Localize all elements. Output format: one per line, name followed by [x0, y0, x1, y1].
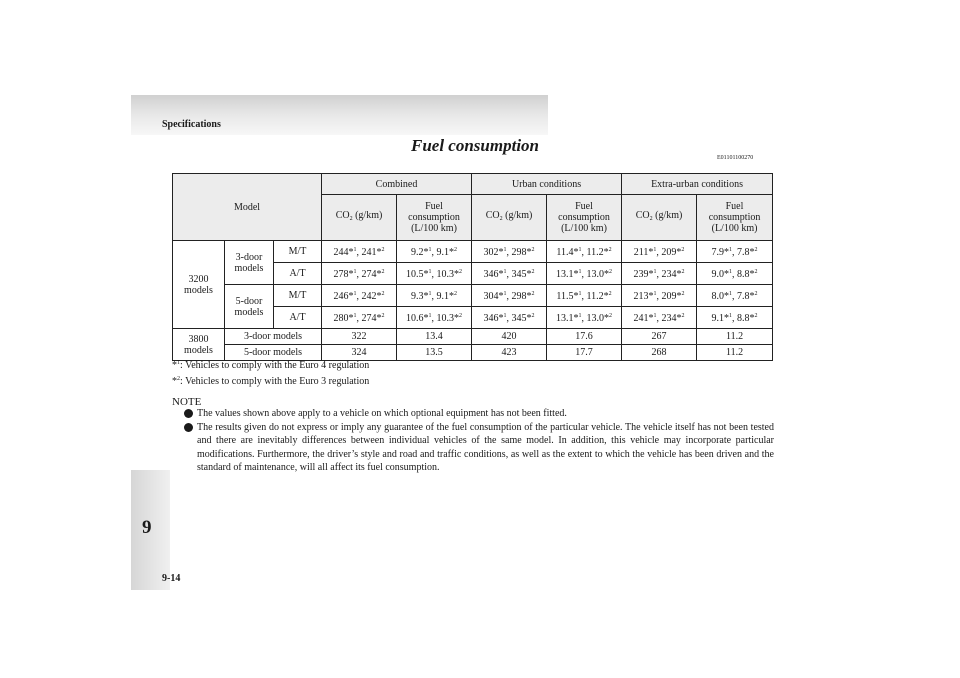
value-text: 9.2* [411, 247, 429, 258]
footnote-mark: 2 [531, 269, 535, 275]
footnote-mark: 2 [381, 247, 385, 253]
door-label-line: models [234, 262, 264, 274]
model-label-line: 3800 [188, 333, 209, 345]
value-cell [397, 241, 472, 263]
footnote-mark: 2 [459, 313, 462, 319]
value-text: , 345* [506, 313, 532, 324]
page-title: Fuel consumption [411, 136, 540, 155]
value-text: 10.5* [406, 269, 429, 280]
value-text: , 234* [656, 269, 682, 280]
value-text: 9.1* [711, 313, 730, 324]
fuel-header-line: (L/100 km) [711, 223, 758, 234]
co2-header-base: CO [485, 210, 500, 221]
co2-header-unit: (g/km) [352, 210, 383, 221]
value-cell [547, 241, 622, 263]
footnote-mark: 2 [381, 313, 385, 319]
value-text: , 11.2* [581, 247, 609, 258]
fuel-consumption-table [172, 173, 773, 361]
footnote-mark: 2 [177, 376, 180, 382]
footnote-mark: 1 [653, 247, 657, 253]
value-cell: 324 [322, 345, 397, 361]
footnote-mark: 1 [729, 291, 733, 297]
value-text: , 242* [356, 291, 382, 302]
value-cell: 17.6 [547, 329, 622, 345]
value-cell [472, 241, 547, 263]
footnote-mark: 1 [578, 313, 582, 319]
co2-header-unit: (g/km) [502, 210, 533, 221]
transmission-cell: A/T [274, 307, 322, 329]
value-text: 304* [483, 291, 504, 302]
table-row [173, 285, 773, 307]
value-text: 9.3* [411, 291, 429, 302]
value-text: , 274* [356, 313, 382, 324]
footnote-mark: 1 [503, 291, 507, 297]
fuel-header [697, 195, 773, 241]
co2-header-subscript: 2 [499, 216, 503, 222]
footnote-mark: 1 [578, 291, 582, 297]
footnote-mark: 2 [681, 291, 685, 297]
value-text: , 7.8* [732, 291, 755, 302]
fuel-header-line: Fuel [725, 201, 744, 212]
fuel-header-line: (L/100 km) [411, 223, 457, 234]
model-label-line: models [184, 284, 213, 296]
footnote-mark: 2 [609, 313, 613, 319]
value-cell [697, 285, 773, 307]
note-label: NOTE [172, 396, 202, 408]
value-text: 11.5* [556, 291, 579, 302]
footnote-euro3: *$^2$: Vehicles to comply with the Euro 3 regulation [172, 376, 370, 387]
door-label-line: 3-door [235, 251, 263, 263]
footnote-mark: 1 [729, 269, 733, 275]
co2-header-subscript: 2 [349, 216, 353, 222]
value-text: 246* [333, 291, 354, 302]
value-cell [697, 241, 773, 263]
value-text: , 9.1* [431, 291, 454, 302]
footnote-mark: 2 [381, 269, 385, 275]
door-label-line: 5-door [235, 295, 263, 307]
transmission-cell: A/T [274, 263, 322, 285]
value-cell: 13.4 [397, 329, 472, 345]
value-cell [322, 307, 397, 329]
note-list [184, 407, 774, 475]
value-text: , 11.2* [581, 291, 609, 302]
co2-header-base: CO [335, 210, 350, 221]
footnote-mark: 1 [428, 313, 432, 319]
value-text: , 13.0* [581, 269, 610, 280]
fuel-header [397, 195, 472, 241]
footnote-mark: 1 [353, 269, 357, 275]
value-cell: 11.2 [697, 345, 773, 361]
footnote-mark: 2 [531, 247, 535, 253]
value-text: , 8.8* [732, 269, 755, 280]
transmission-cell: M/T [274, 241, 322, 263]
value-cell [622, 241, 697, 263]
door3-label [225, 241, 274, 285]
co2-header-unit: (g/km) [652, 210, 683, 221]
fuel-header-line: Fuel [425, 201, 443, 212]
fuel-header-line: consumption [408, 212, 460, 223]
model-header: Model [173, 174, 322, 241]
note-item [184, 421, 774, 475]
value-text: , 298* [506, 291, 532, 302]
value-cell [322, 285, 397, 307]
footnote-mark: 2 [531, 313, 535, 319]
value-cell [547, 307, 622, 329]
footnote-mark: 2 [608, 291, 612, 297]
footnote-mark: 1 [578, 269, 582, 275]
footnote-mark: 2 [681, 313, 685, 319]
value-text: , 298* [506, 247, 532, 258]
co2-header [472, 195, 547, 241]
value-text: 244* [333, 247, 354, 258]
value-text: , 209* [656, 247, 682, 258]
table-row [173, 329, 773, 345]
note-text: The results given do not express or imply any guarantee of the fuel consumption of the particular vehicle. The vehicle itself has not been tested and there are inevitably differences between individual vehicles of the same model. In addition, this vehicle may incorporate particular modifications. Furthermore, the driver’s style and road and traffic conditions, as well as the extent to which the vehicle has been driven and the standard of maintenance, will all affect its fuel consumption. [197, 421, 774, 473]
chapter-number: 9 [142, 517, 152, 538]
value-text: 280* [333, 313, 354, 324]
combined-header: Combined [322, 174, 472, 195]
footnote-mark: 2 [608, 247, 612, 253]
value-cell [697, 307, 773, 329]
table-row [173, 241, 773, 263]
footnote-mark: 2 [681, 269, 685, 275]
page-number: 9-14 [162, 573, 181, 584]
footnote-mark: 1 [653, 291, 657, 297]
extra-urban-header: Extra-urban conditions [622, 174, 773, 195]
value-text: , 209* [656, 291, 682, 302]
value-cell: 423 [472, 345, 547, 361]
footnote-mark: 2 [454, 247, 457, 253]
value-cell: 13.5 [397, 345, 472, 361]
value-text: 278* [333, 269, 354, 280]
value-cell: 11.2 [697, 329, 773, 345]
footnote-mark: 1 [428, 291, 432, 297]
value-text: 346* [483, 269, 504, 280]
value-text: 7.9* [711, 247, 730, 258]
fuel-header-line: Fuel [575, 201, 593, 212]
value-text: 13.1* [556, 269, 579, 280]
door-label-line: models [234, 306, 264, 318]
value-text: 302* [483, 247, 504, 258]
note-item [184, 407, 774, 421]
model-label-line: 3200 [188, 273, 209, 285]
value-cell [547, 263, 622, 285]
co2-header-base: CO [635, 210, 650, 221]
value-cell [397, 285, 472, 307]
value-text: , 10.3* [431, 313, 459, 324]
value-text: 241* [633, 313, 654, 324]
value-text: 239* [633, 269, 654, 280]
value-cell [622, 307, 697, 329]
footnote-mark: 1 [177, 360, 180, 366]
value-cell: 17.7 [547, 345, 622, 361]
transmission-cell: M/T [274, 285, 322, 307]
value-cell [322, 241, 397, 263]
variant-name-cell: 3-door models [225, 329, 322, 345]
footnote-mark: 2 [531, 291, 535, 297]
value-text: 346* [483, 313, 504, 324]
footnote-mark: 1 [653, 313, 657, 319]
footnote-mark: 1 [428, 269, 432, 275]
value-cell [472, 307, 547, 329]
model-label-line: models [184, 344, 213, 356]
co2-header [322, 195, 397, 241]
urban-header: Urban conditions [472, 174, 622, 195]
footnote-mark: 2 [681, 247, 685, 253]
value-text: , 234* [656, 313, 682, 324]
value-cell: 268 [622, 345, 697, 361]
value-text: 9.0* [711, 269, 730, 280]
footnote-mark: 2 [609, 269, 613, 275]
footnote-mark: 1 [503, 313, 507, 319]
value-text: , 13.0* [581, 313, 610, 324]
value-text: 11.4* [556, 247, 579, 258]
footnote-euro4: *$^1$: Vehicles to comply with the Euro 4 regulation [172, 360, 370, 371]
value-cell [322, 263, 397, 285]
value-text: 213* [633, 291, 654, 302]
footnote-mark: 1 [353, 247, 357, 253]
value-text: , 7.8* [732, 247, 755, 258]
value-cell [697, 263, 773, 285]
footnote-mark: 1 [729, 313, 733, 319]
footnote-mark: 1 [653, 269, 657, 275]
value-text: 10.6* [406, 313, 429, 324]
footnote-mark: 2 [754, 269, 758, 275]
footnote-mark: 1 [578, 247, 582, 253]
footnote-mark: 2 [754, 247, 758, 253]
footnote-mark: 1 [729, 247, 733, 253]
fuel-header-line: (L/100 km) [561, 223, 607, 234]
fuel-header-line: consumption [708, 212, 761, 223]
footnote-mark: 2 [754, 291, 758, 297]
note-text: The values shown above apply to a vehicle on which optional equipment has not been fitted. [197, 408, 567, 419]
value-cell [397, 263, 472, 285]
footnote-text: : Vehicles to comply with the Euro 3 regulation [180, 376, 370, 387]
value-cell [472, 263, 547, 285]
value-cell: 322 [322, 329, 397, 345]
footnote-mark: 1 [428, 247, 432, 253]
model-3200-label [173, 241, 225, 329]
value-text: , 10.3* [431, 269, 459, 280]
bullet-icon [184, 409, 193, 418]
door5-label [225, 285, 274, 329]
value-cell [397, 307, 472, 329]
value-text: , 345* [506, 269, 532, 280]
footnote-mark: 1 [353, 313, 357, 319]
value-text: 8.0* [711, 291, 730, 302]
variant-name-cell: 5-door models [225, 345, 322, 361]
fuel-header-line: consumption [558, 212, 610, 223]
value-text: 13.1* [556, 313, 579, 324]
footnote-mark: 2 [754, 313, 758, 319]
footnote-mark: 2 [381, 291, 385, 297]
model-3800-label [173, 329, 225, 361]
fuel-header [547, 195, 622, 241]
table-row [173, 345, 773, 361]
footnote-mark: 2 [459, 269, 462, 275]
value-cell: 267 [622, 329, 697, 345]
value-cell [622, 285, 697, 307]
footnote-text: : Vehicles to comply with the Euro 4 regulation [180, 360, 370, 371]
section-label: Specifications [162, 119, 221, 130]
co2-header-subscript: 2 [649, 216, 653, 222]
co2-header [622, 195, 697, 241]
value-text: , 8.8* [732, 313, 755, 324]
value-text: , 241* [356, 247, 382, 258]
value-cell [622, 263, 697, 285]
bullet-icon [184, 423, 193, 432]
footnote-mark: 1 [503, 269, 507, 275]
value-cell [472, 285, 547, 307]
value-cell [547, 285, 622, 307]
value-text: , 9.1* [431, 247, 454, 258]
footnote-mark: 1 [503, 247, 507, 253]
footnote-mark: 2 [454, 291, 457, 297]
footnote-mark: 1 [353, 291, 357, 297]
value-text: 211* [633, 247, 654, 258]
value-text: , 274* [356, 269, 382, 280]
reference-code: E01101100270 [717, 155, 754, 161]
value-cell: 420 [472, 329, 547, 345]
